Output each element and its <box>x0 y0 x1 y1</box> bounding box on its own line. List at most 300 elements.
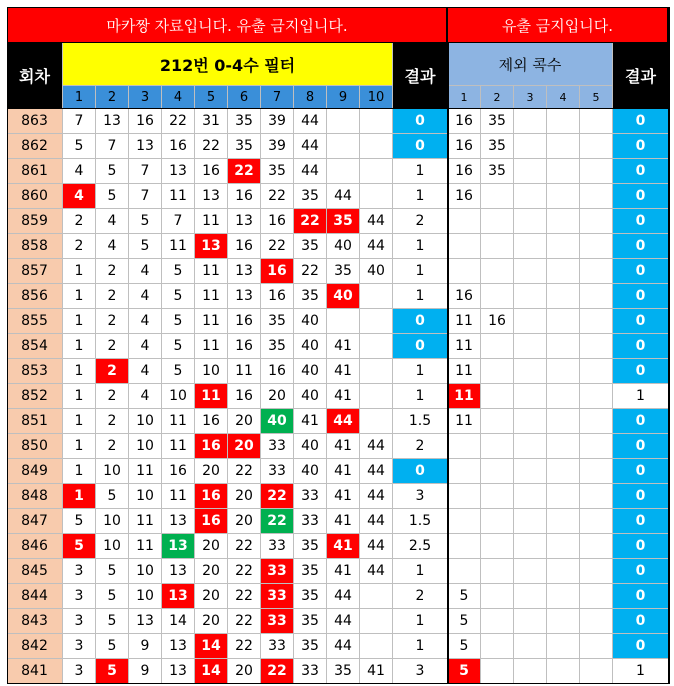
filter-number-cell <box>360 184 393 209</box>
filter-number-cell <box>360 634 393 659</box>
exclude-number-cell <box>547 334 580 359</box>
filter-number-cell: 5 <box>162 359 195 384</box>
filter-number-cell: 2 <box>63 234 96 259</box>
exclude-number-cell <box>448 459 481 484</box>
filter-number-cell: 33 <box>261 534 294 559</box>
result-cell: 1.5 <box>393 409 448 434</box>
filter-number-cell: 20 <box>228 409 261 434</box>
filter-number-cell: 33 <box>261 584 294 609</box>
exclude-number-cell: 11 <box>448 309 481 334</box>
filter-number-cell: 44 <box>360 234 393 259</box>
round-header: 회차 <box>7 43 63 109</box>
filter-number-cell: 5 <box>63 534 96 559</box>
filter-number-cell: 22 <box>195 134 228 159</box>
exclude-number-cell: 16 <box>448 284 481 309</box>
filter-number-cell: 1 <box>63 484 96 509</box>
exclude-number-cell: 5 <box>448 584 481 609</box>
filter-number-cell: 44 <box>360 434 393 459</box>
filter-number-cell: 16 <box>261 209 294 234</box>
exclude-number-cell <box>547 359 580 384</box>
filter-number-cell: 11 <box>162 409 195 434</box>
result-cell-2: 0 <box>613 459 669 484</box>
filter-number-cell: 5 <box>162 284 195 309</box>
exclude-number-cell <box>481 659 514 684</box>
filter-number-cell: 33 <box>261 609 294 634</box>
filter-number-cell: 11 <box>228 359 261 384</box>
result-cell: 1 <box>393 259 448 284</box>
filter-number-cell: 35 <box>294 284 327 309</box>
filter-number-cell: 13 <box>162 634 195 659</box>
filter-number-cell: 10 <box>129 434 162 459</box>
exclude-number-cell <box>580 209 613 234</box>
filter-number-cell: 7 <box>129 184 162 209</box>
result-cell: 2.5 <box>393 534 448 559</box>
filter-col-header: 8 <box>294 86 327 109</box>
exclude-number-cell <box>547 634 580 659</box>
filter-number-cell: 40 <box>327 284 360 309</box>
exclude-number-cell <box>547 309 580 334</box>
filter-number-cell: 16 <box>195 434 228 459</box>
filter-number-cell: 41 <box>327 559 360 584</box>
exclude-number-cell: 11 <box>448 384 481 409</box>
exclude-number-cell <box>547 609 580 634</box>
filter-number-cell <box>360 384 393 409</box>
filter-number-cell: 5 <box>129 209 162 234</box>
exclude-number-cell <box>514 184 547 209</box>
divider-header <box>7 108 670 109</box>
filter-number-cell: 11 <box>195 334 228 359</box>
filter-number-cell: 13 <box>129 134 162 159</box>
round-cell: 842 <box>7 634 63 659</box>
exclude-number-cell <box>547 484 580 509</box>
filter-number-cell: 41 <box>327 359 360 384</box>
exclude-number-cell <box>547 134 580 159</box>
filter-number-cell: 35 <box>327 209 360 234</box>
filter-number-cell <box>360 334 393 359</box>
filter-number-cell: 5 <box>129 234 162 259</box>
exclude-number-cell <box>580 559 613 584</box>
round-cell: 857 <box>7 259 63 284</box>
exclude-col-header: 5 <box>580 86 613 109</box>
exclude-number-cell <box>514 559 547 584</box>
exclude-number-cell: 35 <box>481 159 514 184</box>
result-cell-2: 0 <box>613 259 669 284</box>
filter-number-cell: 44 <box>294 159 327 184</box>
result-cell: 1 <box>393 559 448 584</box>
round-cell: 853 <box>7 359 63 384</box>
filter-number-cell: 11 <box>195 209 228 234</box>
filter-number-cell: 11 <box>195 309 228 334</box>
filter-number-cell: 5 <box>96 584 129 609</box>
result-cell: 1 <box>393 609 448 634</box>
exclude-number-cell <box>481 334 514 359</box>
filter-number-cell: 44 <box>327 609 360 634</box>
result-cell: 0 <box>393 334 448 359</box>
exclude-number-cell <box>514 459 547 484</box>
divider-exclude <box>447 43 449 684</box>
filter-number-cell: 22 <box>294 209 327 234</box>
filter-number-cell: 16 <box>129 109 162 134</box>
filter-number-cell: 11 <box>129 459 162 484</box>
exclude-number-cell <box>547 109 580 134</box>
exclude-number-cell <box>514 634 547 659</box>
filter-number-cell: 40 <box>294 309 327 334</box>
exclude-number-cell: 16 <box>448 184 481 209</box>
exclude-number-cell <box>448 209 481 234</box>
exclude-number-cell <box>481 209 514 234</box>
round-cell: 850 <box>7 434 63 459</box>
filter-number-cell: 10 <box>96 534 129 559</box>
filter-number-cell: 5 <box>96 659 129 684</box>
filter-number-cell: 22 <box>228 534 261 559</box>
filter-header: 212번 0-4수 필터 <box>63 43 393 86</box>
filter-number-cell: 22 <box>261 484 294 509</box>
filter-number-cell: 41 <box>360 659 393 684</box>
filter-number-cell: 4 <box>129 359 162 384</box>
filter-number-cell <box>360 359 393 384</box>
round-cell: 860 <box>7 184 63 209</box>
exclude-number-cell <box>580 584 613 609</box>
filter-number-cell: 44 <box>327 184 360 209</box>
filter-number-cell: 44 <box>327 409 360 434</box>
filter-number-cell: 2 <box>96 259 129 284</box>
result-header: 결과 <box>393 43 448 109</box>
filter-col-header: 2 <box>96 86 129 109</box>
exclude-number-cell <box>514 359 547 384</box>
filter-number-cell: 44 <box>360 209 393 234</box>
filter-col-header: 9 <box>327 86 360 109</box>
filter-number-cell: 16 <box>195 159 228 184</box>
exclude-number-cell <box>547 284 580 309</box>
filter-col-header: 7 <box>261 86 294 109</box>
filter-number-cell: 35 <box>327 259 360 284</box>
filter-number-cell: 2 <box>63 209 96 234</box>
filter-number-cell: 20 <box>261 384 294 409</box>
filter-number-cell <box>327 134 360 159</box>
filter-number-cell <box>360 159 393 184</box>
exclude-number-cell <box>580 484 613 509</box>
exclude-number-cell: 11 <box>448 409 481 434</box>
filter-number-cell: 5 <box>96 609 129 634</box>
result-cell-2: 0 <box>613 434 669 459</box>
filter-number-cell: 5 <box>96 184 129 209</box>
filter-number-cell: 40 <box>261 409 294 434</box>
border-left <box>7 43 8 684</box>
filter-number-cell: 22 <box>228 609 261 634</box>
exclude-number-cell <box>547 159 580 184</box>
filter-number-cell: 4 <box>129 284 162 309</box>
result-cell: 1 <box>393 384 448 409</box>
filter-number-cell <box>360 584 393 609</box>
filter-number-cell: 13 <box>228 209 261 234</box>
filter-number-cell: 22 <box>162 109 195 134</box>
result-cell-2: 0 <box>613 509 669 534</box>
filter-number-cell: 4 <box>129 384 162 409</box>
exclude-number-cell <box>481 634 514 659</box>
filter-number-cell: 2 <box>96 434 129 459</box>
exclude-number-cell <box>514 234 547 259</box>
exclude-number-cell <box>580 184 613 209</box>
filter-number-cell: 14 <box>162 609 195 634</box>
filter-number-cell: 11 <box>162 484 195 509</box>
exclude-number-cell <box>547 384 580 409</box>
filter-number-cell: 7 <box>63 109 96 134</box>
filter-number-cell: 13 <box>162 659 195 684</box>
round-cell: 862 <box>7 134 63 159</box>
filter-number-cell: 22 <box>261 659 294 684</box>
filter-number-cell: 7 <box>129 159 162 184</box>
filter-number-cell: 4 <box>63 184 96 209</box>
filter-number-cell <box>360 309 393 334</box>
round-cell: 844 <box>7 584 63 609</box>
exclude-number-cell <box>514 109 547 134</box>
filter-number-cell: 9 <box>129 659 162 684</box>
exclude-number-cell <box>547 659 580 684</box>
filter-number-cell: 11 <box>162 184 195 209</box>
filter-number-cell: 39 <box>261 134 294 159</box>
filter-number-cell: 35 <box>327 659 360 684</box>
filter-number-cell: 33 <box>261 459 294 484</box>
filter-number-cell: 13 <box>162 534 195 559</box>
filter-number-cell: 44 <box>360 559 393 584</box>
result-cell-2: 0 <box>613 184 669 209</box>
filter-col-header: 6 <box>228 86 261 109</box>
round-cell: 854 <box>7 334 63 359</box>
exclude-number-cell <box>580 259 613 284</box>
filter-number-cell: 5 <box>96 559 129 584</box>
filter-number-cell: 40 <box>294 384 327 409</box>
exclude-number-cell: 35 <box>481 134 514 159</box>
filter-number-cell: 20 <box>228 659 261 684</box>
filter-number-cell: 44 <box>360 534 393 559</box>
filter-number-cell: 2 <box>96 334 129 359</box>
exclude-col-header: 4 <box>547 86 580 109</box>
exclude-number-cell <box>514 309 547 334</box>
filter-number-cell: 11 <box>195 284 228 309</box>
filter-number-cell: 16 <box>228 309 261 334</box>
filter-number-cell: 13 <box>228 259 261 284</box>
filter-number-cell: 16 <box>162 459 195 484</box>
filter-number-cell: 16 <box>261 359 294 384</box>
result-cell: 0 <box>393 309 448 334</box>
filter-number-cell: 13 <box>162 159 195 184</box>
result-cell: 3 <box>393 659 448 684</box>
round-cell: 847 <box>7 509 63 534</box>
filter-number-cell: 41 <box>327 509 360 534</box>
exclude-number-cell <box>580 534 613 559</box>
exclude-number-cell <box>580 134 613 159</box>
exclude-number-cell <box>580 334 613 359</box>
filter-number-cell: 11 <box>162 234 195 259</box>
filter-number-cell: 13 <box>129 609 162 634</box>
exclude-number-cell <box>547 509 580 534</box>
exclude-number-cell <box>514 259 547 284</box>
filter-number-cell: 16 <box>228 334 261 359</box>
filter-number-cell: 16 <box>195 409 228 434</box>
filter-number-cell: 16 <box>228 234 261 259</box>
filter-number-cell: 35 <box>228 109 261 134</box>
filter-number-cell: 35 <box>228 134 261 159</box>
filter-number-cell: 16 <box>162 134 195 159</box>
exclude-number-cell <box>547 409 580 434</box>
filter-number-cell: 44 <box>360 509 393 534</box>
filter-number-cell <box>327 159 360 184</box>
exclude-number-cell: 16 <box>448 109 481 134</box>
banner-left: 마카짱 자료입니다. 유출 금지입니다. <box>7 7 448 43</box>
exclude-number-cell <box>547 259 580 284</box>
filter-number-cell: 22 <box>228 159 261 184</box>
exclude-col-header: 1 <box>448 86 481 109</box>
filter-number-cell: 5 <box>63 134 96 159</box>
exclude-number-cell <box>514 159 547 184</box>
filter-number-cell: 20 <box>228 434 261 459</box>
filter-number-cell: 11 <box>129 509 162 534</box>
filter-col-header: 1 <box>63 86 96 109</box>
filter-number-cell: 2 <box>96 409 129 434</box>
filter-number-cell: 5 <box>162 259 195 284</box>
filter-number-cell: 13 <box>162 559 195 584</box>
filter-number-cell: 33 <box>261 559 294 584</box>
result-cell-2: 0 <box>613 134 669 159</box>
filter-number-cell: 44 <box>360 484 393 509</box>
filter-number-cell: 22 <box>261 234 294 259</box>
filter-number-cell: 13 <box>162 509 195 534</box>
result-cell: 2 <box>393 584 448 609</box>
result-cell-2: 0 <box>613 209 669 234</box>
exclude-number-cell <box>580 459 613 484</box>
filter-number-cell: 44 <box>294 134 327 159</box>
exclude-number-cell <box>580 659 613 684</box>
round-cell: 863 <box>7 109 63 134</box>
exclude-number-cell: 5 <box>448 634 481 659</box>
round-cell: 852 <box>7 384 63 409</box>
filter-number-cell: 35 <box>294 184 327 209</box>
filter-number-cell: 11 <box>195 259 228 284</box>
filter-number-cell: 3 <box>63 584 96 609</box>
filter-number-cell: 44 <box>294 109 327 134</box>
filter-number-cell: 22 <box>228 459 261 484</box>
filter-number-cell: 41 <box>327 484 360 509</box>
exclude-number-cell <box>514 284 547 309</box>
filter-number-cell: 35 <box>294 584 327 609</box>
round-cell: 841 <box>7 659 63 684</box>
filter-number-cell: 35 <box>294 609 327 634</box>
exclude-number-cell <box>514 384 547 409</box>
filter-number-cell <box>360 134 393 159</box>
exclude-number-cell <box>481 434 514 459</box>
result-cell: 2 <box>393 434 448 459</box>
filter-number-cell: 13 <box>96 109 129 134</box>
result-cell: 1 <box>393 234 448 259</box>
result-cell: 0 <box>393 134 448 159</box>
filter-number-cell: 13 <box>228 284 261 309</box>
exclude-number-cell <box>448 259 481 284</box>
filter-number-cell: 4 <box>129 334 162 359</box>
filter-number-cell: 35 <box>294 559 327 584</box>
filter-number-cell: 40 <box>294 434 327 459</box>
result-cell: 3 <box>393 484 448 509</box>
filter-number-cell: 1 <box>63 334 96 359</box>
exclude-number-cell <box>580 609 613 634</box>
filter-number-cell: 5 <box>96 159 129 184</box>
filter-number-cell: 4 <box>129 309 162 334</box>
filter-number-cell: 44 <box>327 584 360 609</box>
exclude-number-cell <box>448 559 481 584</box>
exclude-number-cell: 5 <box>448 609 481 634</box>
round-cell: 846 <box>7 534 63 559</box>
filter-number-cell: 20 <box>195 534 228 559</box>
filter-number-cell: 20 <box>195 584 228 609</box>
result-cell-2: 0 <box>613 109 669 134</box>
filter-number-cell: 4 <box>96 234 129 259</box>
filter-number-cell: 20 <box>195 459 228 484</box>
exclude-number-cell <box>547 184 580 209</box>
round-cell: 848 <box>7 484 63 509</box>
filter-number-cell: 44 <box>327 634 360 659</box>
round-cell: 861 <box>7 159 63 184</box>
filter-number-cell: 10 <box>162 384 195 409</box>
filter-number-cell: 20 <box>228 509 261 534</box>
exclude-number-cell <box>481 509 514 534</box>
filter-number-cell: 2 <box>96 359 129 384</box>
result-cell: 1 <box>393 284 448 309</box>
exclude-number-cell <box>481 584 514 609</box>
result-cell: 1 <box>393 184 448 209</box>
result-cell: 1.5 <box>393 509 448 534</box>
filter-number-cell: 16 <box>261 259 294 284</box>
result-cell-2: 0 <box>613 284 669 309</box>
filter-number-cell: 39 <box>261 109 294 134</box>
filter-number-cell: 3 <box>63 609 96 634</box>
result-cell-2: 1 <box>613 384 669 409</box>
filter-number-cell: 35 <box>294 534 327 559</box>
filter-number-cell: 16 <box>195 509 228 534</box>
filter-number-cell: 35 <box>294 634 327 659</box>
exclude-number-cell: 5 <box>448 659 481 684</box>
filter-number-cell: 5 <box>162 309 195 334</box>
exclude-header: 제외 콕수 <box>448 43 613 86</box>
exclude-number-cell <box>547 534 580 559</box>
filter-number-cell: 3 <box>63 659 96 684</box>
filter-number-cell: 1 <box>63 434 96 459</box>
result-cell: 0 <box>393 459 448 484</box>
filter-number-cell: 41 <box>327 434 360 459</box>
filter-number-cell: 20 <box>228 484 261 509</box>
round-cell: 849 <box>7 459 63 484</box>
filter-number-cell: 41 <box>327 459 360 484</box>
filter-number-cell: 33 <box>261 434 294 459</box>
filter-number-cell: 1 <box>63 384 96 409</box>
filter-number-cell: 3 <box>63 559 96 584</box>
filter-number-cell: 22 <box>228 559 261 584</box>
exclude-number-cell <box>481 259 514 284</box>
exclude-number-cell <box>547 559 580 584</box>
filter-number-cell: 41 <box>294 409 327 434</box>
filter-number-cell: 1 <box>63 284 96 309</box>
round-cell: 856 <box>7 284 63 309</box>
result-cell-2: 0 <box>613 634 669 659</box>
filter-number-cell: 14 <box>195 634 228 659</box>
round-cell: 855 <box>7 309 63 334</box>
result-cell-2: 1 <box>613 659 669 684</box>
filter-number-cell: 16 <box>228 184 261 209</box>
filter-number-cell: 2 <box>96 384 129 409</box>
filter-number-cell: 3 <box>63 634 96 659</box>
filter-number-cell: 11 <box>129 534 162 559</box>
filter-number-cell <box>327 309 360 334</box>
result-cell-2: 0 <box>613 409 669 434</box>
exclude-number-cell <box>580 159 613 184</box>
